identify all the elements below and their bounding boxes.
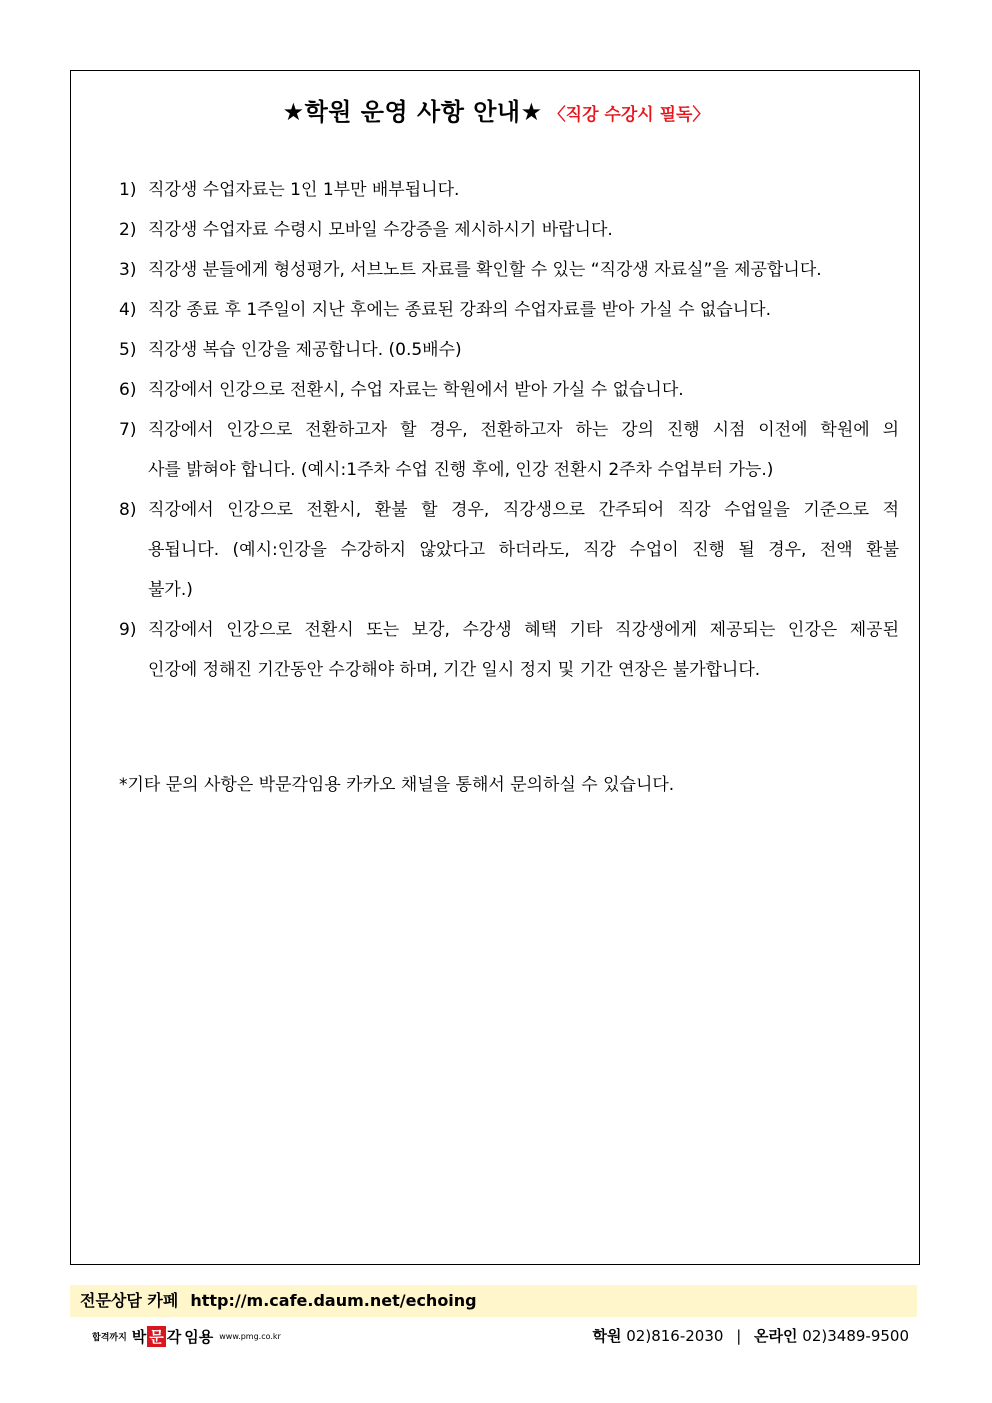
brand-tagline: 합격까지 (92, 1332, 127, 1343)
notice-list (119, 170, 899, 690)
contact-info (592, 1325, 909, 1347)
item-text-continued: 사를 밝혀야 합니다. (예시:1주차 수업 진행 후에, 인강 전환시 2주차 수업부터 가능.) (148, 460, 774, 480)
notice-item-8 (119, 490, 899, 610)
item-text: 직강생 수업자료 수령시 모바일 수강증을 제시하시기 바랍니다. (148, 220, 613, 240)
item-text: 직강생 수업자료는 1인 1부만 배부됩니다. (148, 180, 460, 200)
notice-item-1 (119, 170, 899, 210)
notice-item-2 (119, 210, 899, 250)
consult-cafe-bar (70, 1285, 917, 1317)
brand-name-part: 임용 (184, 1327, 214, 1346)
notice-title (0, 92, 992, 127)
item-text: 직강에서 인강으로 전환하고자 할 경우, 전환하고자 하는 강의 진행 시점 이전에 학원에 의 (148, 420, 899, 440)
item-text: 직강에서 인강으로 전환시, 수업 자료는 학원에서 받아 가실 수 없습니다. (148, 380, 684, 400)
brand-name-highlight: 문 (149, 1327, 164, 1346)
online-phone: 02)3489-9500 (802, 1327, 909, 1345)
item-number: 4) (119, 300, 137, 320)
online-label: 온라인 (754, 1327, 798, 1345)
item-text-continued: 용됩니다. (예시:인강을 수강하지 않았다고 하더라도, 직강 수업이 진행 될 경우, 전액 환불 (148, 540, 899, 560)
item-text: 직강 종료 후 1주일이 지난 후에는 종료된 강좌의 수업자료를 받아 가실 수 없습니다. (148, 300, 771, 320)
title-subtitle: 〈직강 수강시 필독〉 (548, 105, 710, 125)
item-text-continued: 불가.) (148, 580, 193, 600)
academy-phone: 02)816-2030 (626, 1327, 724, 1345)
contact-separator: | (736, 1327, 742, 1345)
notice-item-9 (119, 610, 899, 690)
brand-name-part: 박 (131, 1327, 147, 1346)
brand-name-part: 각 (166, 1327, 182, 1346)
academy-label: 학원 (592, 1327, 622, 1345)
notice-item-5 (119, 330, 899, 370)
item-text: 직강에서 인강으로 전환시 또는 보강, 수강생 혜택 기타 직강생에게 제공되는 인강은 제공된 (148, 620, 899, 640)
cafe-label: 전문상담 카페 (80, 1291, 179, 1310)
item-number: 8) (119, 500, 137, 520)
item-number: 5) (119, 340, 137, 360)
notice-item-3 (119, 250, 899, 290)
item-number: 1) (119, 180, 137, 200)
item-text: 직강에서 인강으로 전환시, 환불 할 경우, 직강생으로 간주되어 직강 수업일을 기준으로 적 (148, 500, 899, 520)
brand-url[interactable]: www.pmg.co.kr (219, 1331, 281, 1341)
brand-logo (92, 1324, 281, 1348)
item-number: 9) (119, 620, 137, 640)
item-number: 7) (119, 420, 137, 440)
notice-item-4 (119, 290, 899, 330)
item-text: 직강생 분들에게 형성평가, 서브노트 자료를 확인할 수 있는 “직강생 자료실”을 제공합니다. (148, 260, 822, 280)
item-text: 직강생 복습 인강을 제공합니다. (0.5배수) (148, 340, 462, 360)
item-number: 2) (119, 220, 137, 240)
notice-item-7 (119, 410, 899, 490)
title-main: ★학원 운영 사항 안내★ (282, 98, 543, 126)
inquiry-note: *기타 문의 사항은 박문각임용 카카오 채널을 통해서 문의하실 수 있습니다. (119, 775, 675, 795)
item-number: 6) (119, 380, 137, 400)
notice-item-6 (119, 370, 899, 410)
item-number: 3) (119, 260, 137, 280)
brand-name (132, 1326, 213, 1347)
cafe-link[interactable]: http://m.cafe.daum.net/echoing (190, 1291, 477, 1310)
item-text-continued: 인강에 정해진 기간동안 수강해야 하며, 기간 일시 정지 및 기간 연장은 불가합니다. (148, 660, 761, 680)
